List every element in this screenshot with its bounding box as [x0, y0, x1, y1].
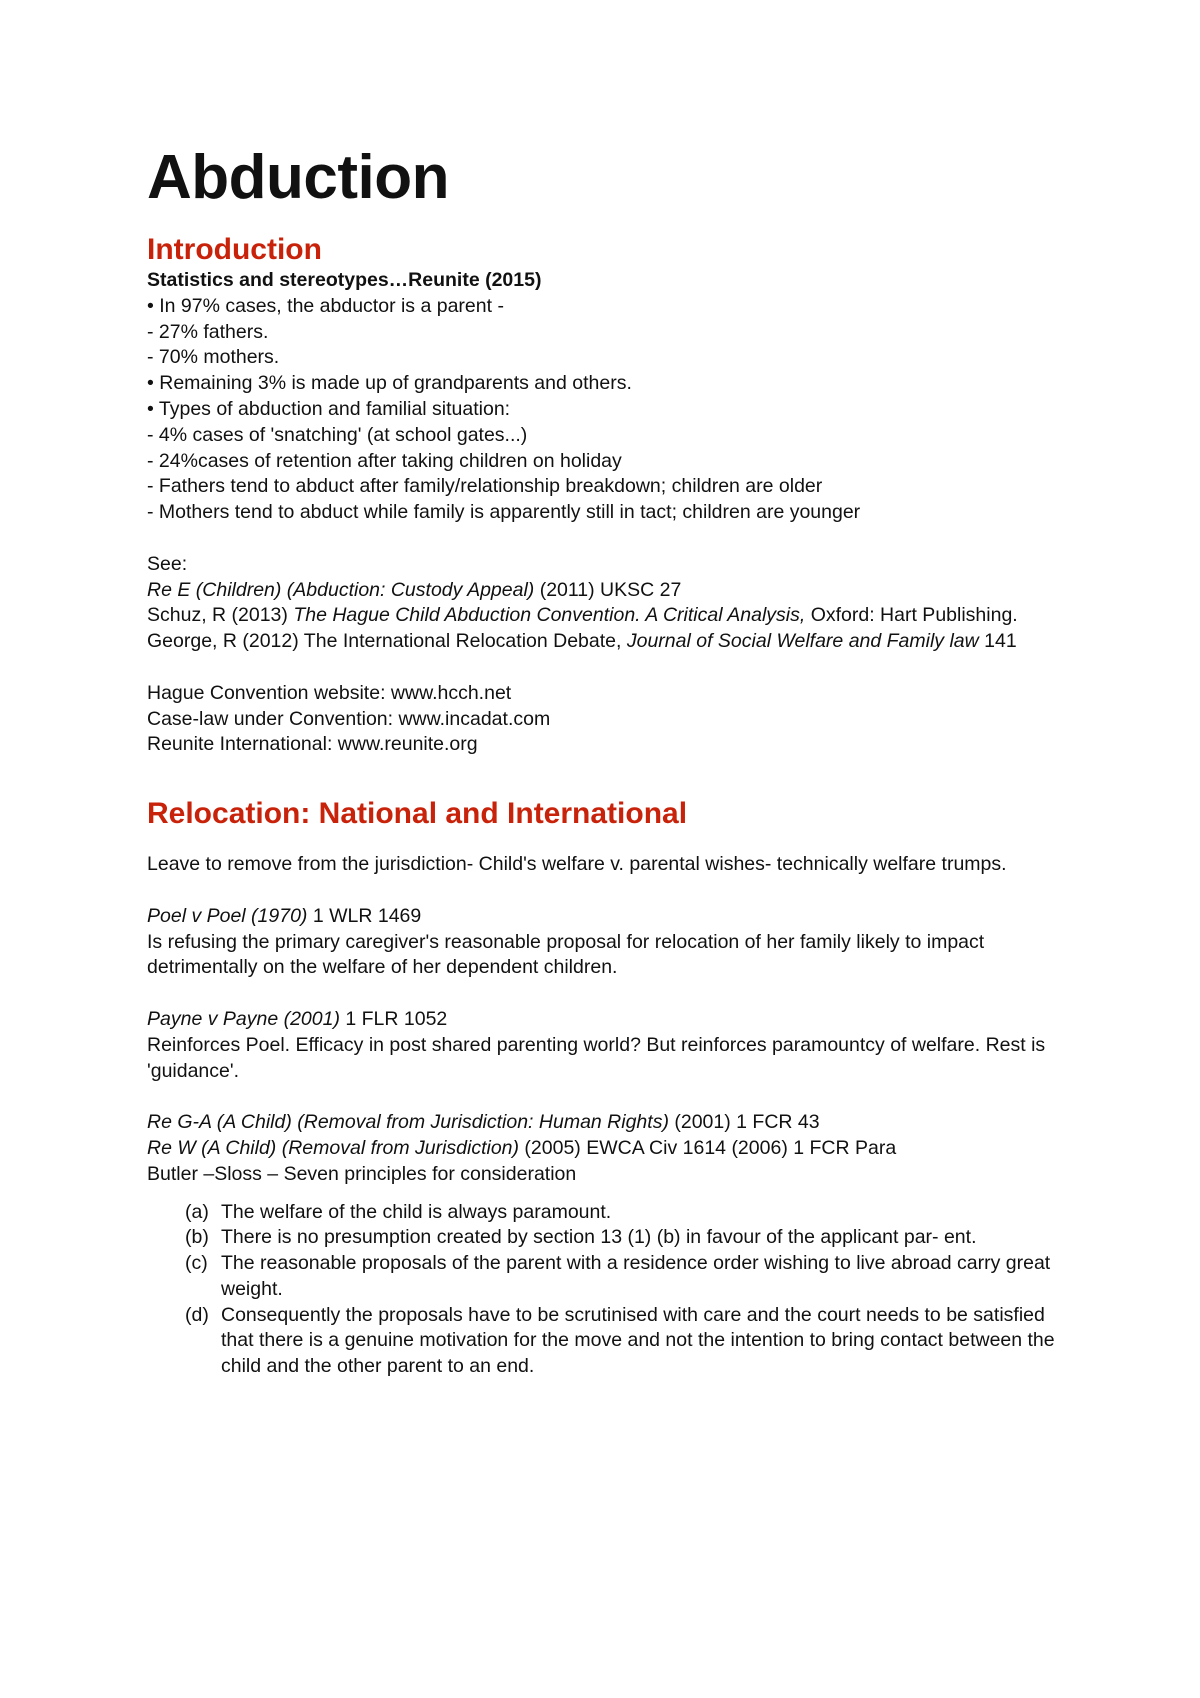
case-citation: (2001) 1 FCR 43	[668, 1111, 820, 1134]
website-incadat: Case-law under Convention: www.incadat.com	[147, 707, 551, 730]
document-page	[147, 140, 1077, 1380]
intro-line: • Types of abduction and familial situation:	[147, 397, 511, 420]
case-re-w	[147, 1136, 1077, 1162]
reference-schuz	[147, 603, 1077, 629]
list-text: The welfare of the child is always paramount.	[221, 1200, 612, 1223]
list-item	[185, 1225, 1077, 1251]
case-name: Poel v Poel (1970)	[147, 904, 308, 927]
list-item	[185, 1251, 1077, 1303]
case-citation: (2005) EWCA Civ 1614 (2006) 1 FCR Para	[519, 1136, 897, 1159]
list-text: The reasonable proposals of the parent with a residence order wishing to live abroad carry great weight.	[221, 1252, 1051, 1300]
intro-line: - 24%cases of retention after taking children on holiday	[147, 449, 622, 472]
reference-re-e	[147, 578, 1077, 604]
list-item	[185, 1303, 1077, 1380]
list-marker: (d)	[185, 1303, 209, 1326]
list-marker: (c)	[185, 1252, 208, 1275]
relocation-intro: Leave to remove from the jurisdiction- Child's welfare v. parental wishes- technically welfare trumps.	[147, 853, 1007, 876]
case-name: Re W (A Child) (Removal from Jurisdiction)	[147, 1136, 520, 1159]
list-marker: (b)	[185, 1226, 209, 1249]
intro-line: - Fathers tend to abduct after family/relationship breakdown; children are older	[147, 475, 823, 498]
see-label: See:	[147, 552, 188, 575]
reference-page: 141	[978, 630, 1017, 653]
page-title: Abduction	[147, 143, 449, 212]
website-reunite: Reunite International: www.reunite.org	[147, 733, 478, 756]
intro-line: • Remaining 3% is made up of grandparents and others.	[147, 372, 632, 395]
case-poel	[147, 904, 1077, 930]
relocation-heading: Relocation: National and International	[147, 797, 688, 831]
intro-line: - 4% cases of 'snatching' (at school gates...)	[147, 423, 528, 446]
reference-author: Schuz, R (2013)	[147, 604, 294, 627]
reference-publisher: Oxford: Hart Publishing.	[805, 604, 1018, 627]
list-text: Consequently the proposals have to be scrutinised with care and the court needs to be satisfied that there is a genuine motivation for the move and not the intention to bring contact between the child and the other parent to an end.	[221, 1303, 1055, 1378]
intro-line: - Mothers tend to abduct while family is apparently still in tact; children are younger	[147, 501, 861, 524]
principles-list	[185, 1200, 1077, 1381]
intro-line: • In 97% cases, the abductor is a parent -	[147, 294, 504, 317]
case-payne	[147, 1007, 1077, 1033]
reference-citation: (2011) UKSC 27	[534, 578, 682, 601]
intro-subheading: Statistics and stereotypes…Reunite (2015)	[147, 269, 542, 291]
case-citation: 1 WLR 1469	[307, 904, 422, 927]
intro-line: - 27% fathers.	[147, 320, 269, 343]
reference-book-title: The Hague Child Abduction Convention. A Critical Analysis,	[293, 604, 806, 627]
case-name: Payne v Payne (2001)	[147, 1007, 340, 1030]
case-re-ga	[147, 1110, 1077, 1136]
list-text: There is no presumption created by section 13 (1) (b) in favour of the applicant par- ent.	[221, 1226, 977, 1249]
case-name: Re G-A (A Child) (Removal from Jurisdiction: Human Rights)	[147, 1111, 669, 1134]
case-citation: 1 FLR 1052	[339, 1007, 448, 1030]
intro-line: - 70% mothers.	[147, 346, 280, 369]
reference-journal: Journal of Social Welfare and Family law	[626, 630, 979, 653]
case-poel-description: Is refusing the primary caregiver's reasonable proposal for relocation of her family likely to impact detrimentally on the welfare of her dependent children.	[147, 930, 985, 979]
reference-author: George, R (2012) The International Relocation Debate,	[147, 630, 627, 653]
website-hague: Hague Convention website: www.hcch.net	[147, 681, 512, 704]
reference-george	[147, 629, 1077, 655]
butler-sloss-line: Butler –Sloss – Seven principles for consideration	[147, 1162, 577, 1185]
case-payne-description: Reinforces Poel. Efficacy in post shared parenting world? But reinforces paramountcy of welfare. Rest is 'guidance'.	[147, 1033, 1046, 1082]
reference-case-name: Re E (Children) (Abduction: Custody Appeal)	[147, 578, 535, 601]
list-item	[185, 1200, 1077, 1226]
list-marker: (a)	[185, 1200, 209, 1223]
intro-heading: Introduction	[147, 233, 322, 266]
